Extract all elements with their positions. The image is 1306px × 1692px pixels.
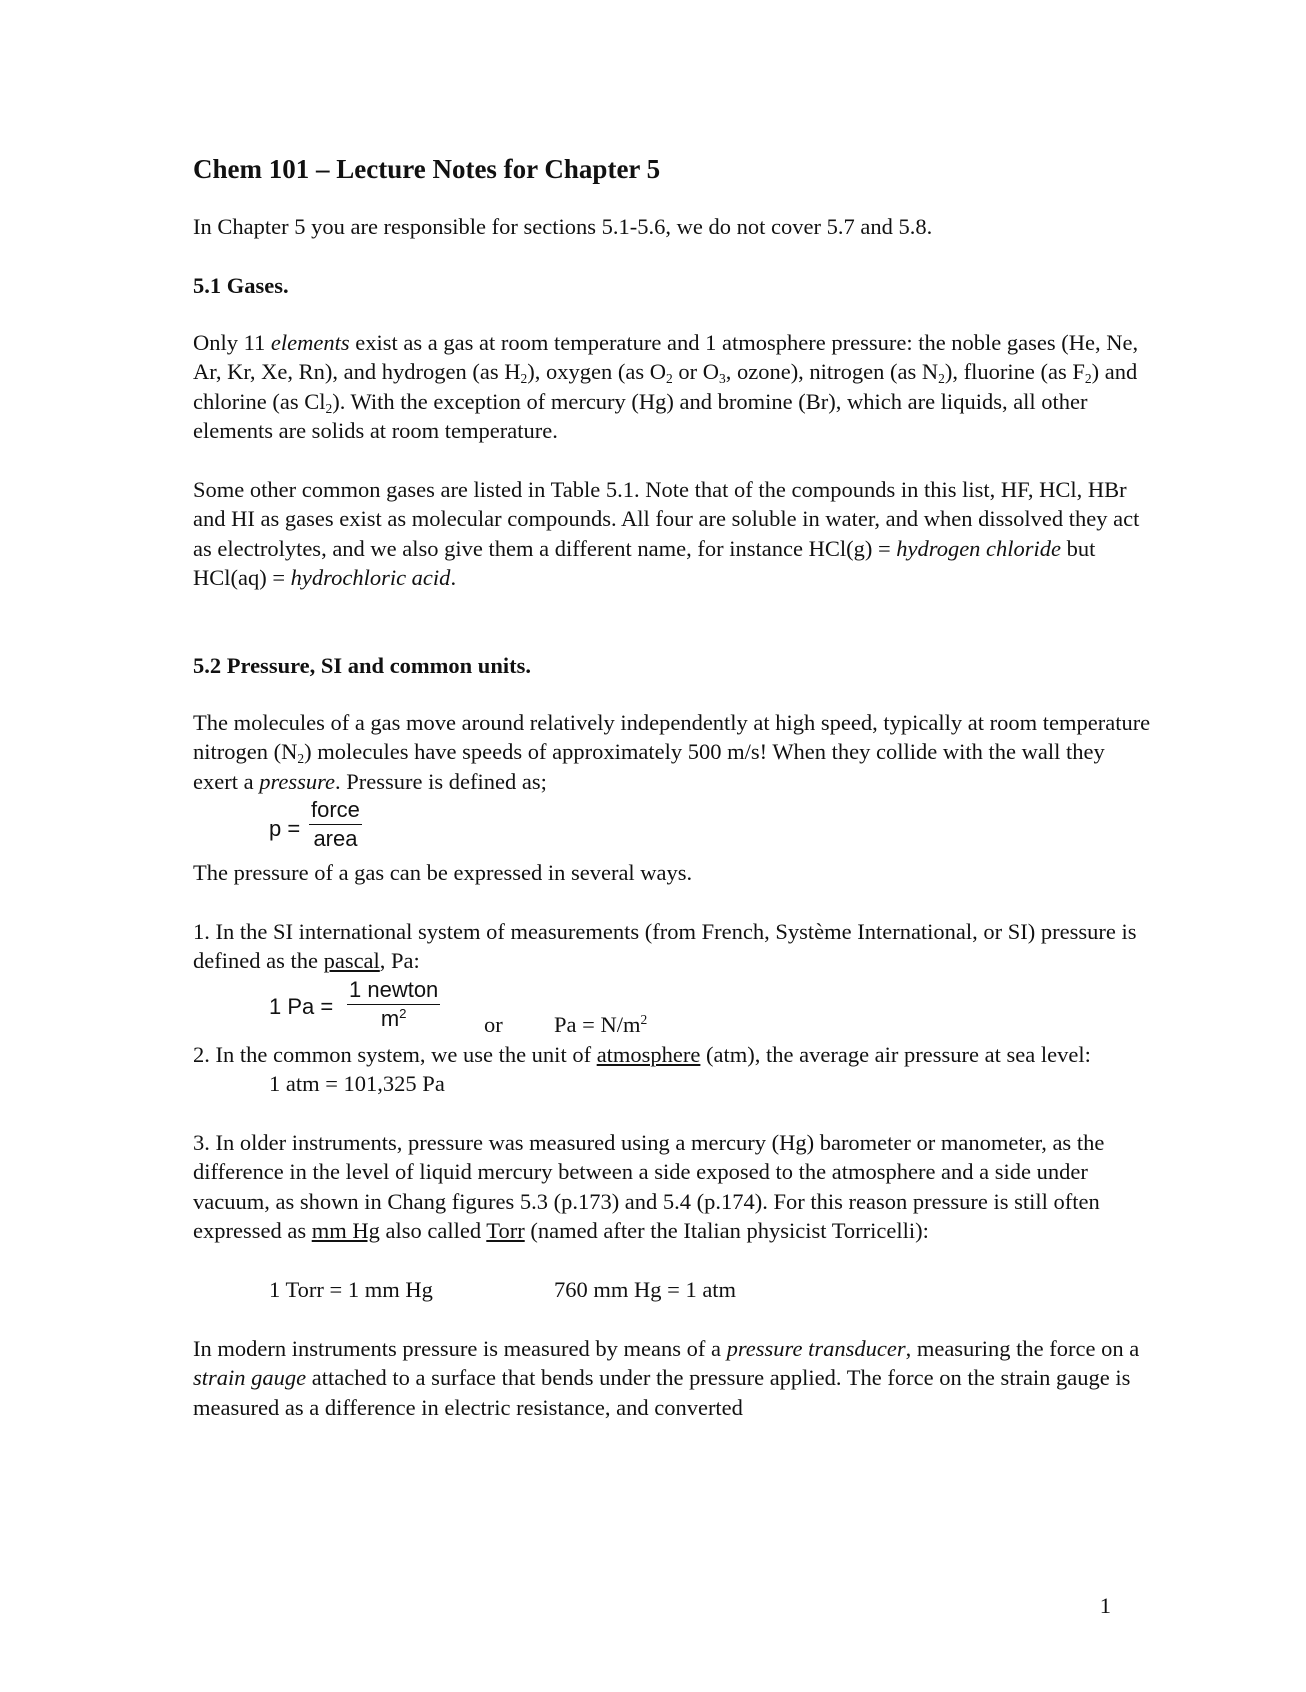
mercury-paragraph: 3. In older instruments, pressure was measured using a mercury (Hg) barometer or manometer, as the difference in the level of liquid mercury between a side exposed to the atmosphere and a side under vacuum, as shown in Chang figures 5.3 (p.173) and 5.4 (p.174). For this reason pressure is still often expressed as mm Hg also called Torr (named after the Italian physicist Torricelli): [193,1129,1105,1243]
mmhg-atm-equation: 760 mm Hg = 1 atm [554,1276,737,1302]
pascal-alt-definition: $Pa = N/m^2$ [554,1011,648,1037]
atmosphere-paragraph: 2. In the common system, we use the unit of atmosphere (atm), the average air pressure at sea level: [193,1041,1091,1067]
or-word: or [484,1011,503,1037]
transducer-paragraph: In modern instruments pressure is measured by means of a pressure transducer, measuring the force on a strain gauge attached to a surface that bends under the pressure applied. The force on the strain gauge is measured as a difference in electric resistance, and converted [193,1335,1140,1420]
pascal-numerator: 1 newton [347,976,440,1005]
page-number: 1 [1099,1593,1111,1618]
page-title: Chem 101 – Lecture Notes for Chapter 5 [193,154,661,184]
atm-equation: 1 atm = 101,325 Pa [269,1071,445,1096]
molecules-paragraph: The molecules of a gas move around relatively independently at high speed, typically at room temperature nitrogen $(N_2)$ molecules have speeds of approximately 500 m/s! When they collide with the wall they exert a pressure. Pressure is defined as; [193,709,1151,794]
document-body [193,152,1153,1422]
section-heading-pressure: 5.2 Pressure, SI and common units. [193,652,531,678]
formula-lhs: p = [269,816,301,841]
torr-equations [269,1275,1153,1305]
fraction-denominator: area [313,826,358,851]
pressure-formula [269,796,1153,858]
pascal-denominator: $m^2$ [380,1005,407,1031]
pascal-fraction [347,976,440,1033]
fraction-numerator: force [309,796,362,825]
formula-fraction [309,796,362,853]
pascal-lhs: 1 Pa = [269,993,334,1019]
gases-paragraph: Only 11 elements exist as a gas at room temperature and 1 atmosphere pressure: the noble gases (He, Ne, Ar, Kr, Xe, Rn), and hydrogen (as $H_2$), oxygen (as $O_2$ or $O_3$, ozone), nitrogen (as $N_2$), fluorine (as $F_2$) and chlorine (as $Cl_2$). With the exception of mercury (Hg) and bromine (Br), which are liquids, all other elements are solids at room temperature. [193,329,1139,443]
pressure-expressed-paragraph: The pressure of a gas can be expressed in several ways. [193,860,693,885]
intro-paragraph: In Chapter 5 you are responsible for sections 5.1-5.6, we do not cover 5.7 and 5.8. [193,214,933,239]
pascal-formula [269,976,1153,1040]
common-gases-paragraph: Some other common gases are listed in Table 5.1. Note that of the compounds in this list, HF, HCl, HBr and HI as gases exist as molecular compounds. All four are soluble in water, and when dissolved they act as electrolytes, and we also give them a different name, for instance HCl(g) = hydrogen chloride but HCl(aq) = hydrochloric acid. [193,476,1140,590]
si-paragraph: 1. In the SI international system of measurements (from French, Système International, or SI) pressure is defined as the pascal, Pa: [193,918,1137,973]
section-heading-gases: 5.1 Gases. [193,272,289,298]
torr-equation: 1 Torr = 1 mm Hg [269,1276,433,1302]
